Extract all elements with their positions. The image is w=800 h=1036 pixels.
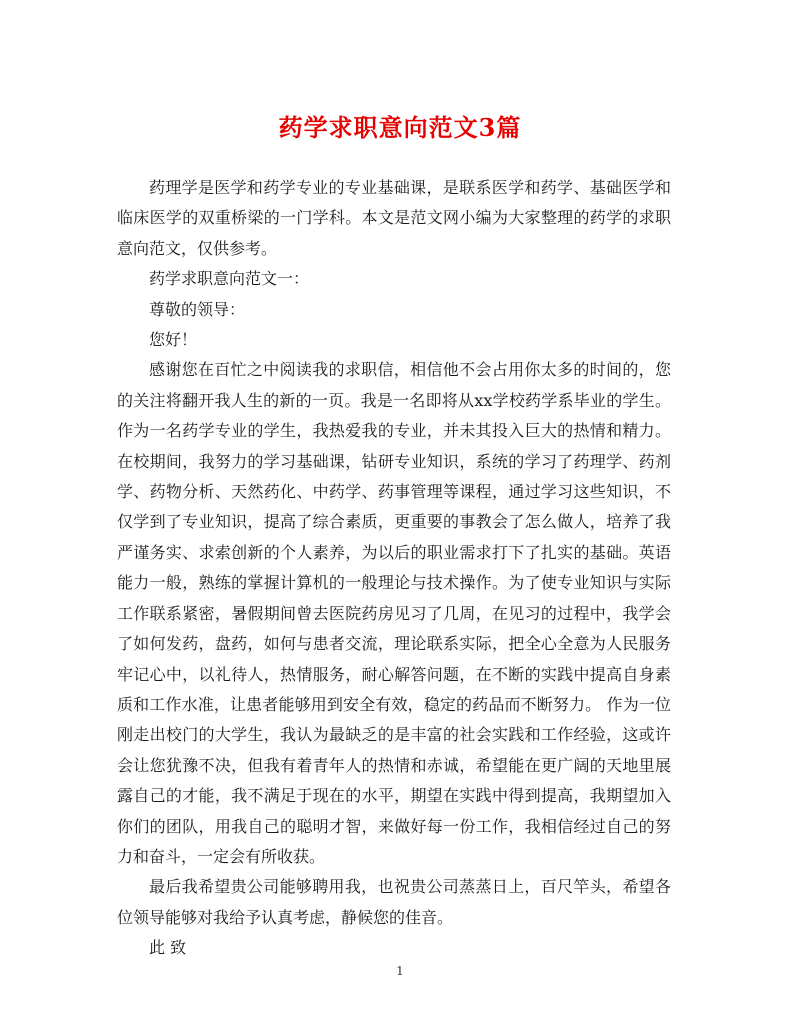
body-paragraph: 感谢您在百忙之中阅读我的求职信，相信他不会占用你太多的时间的，您的关注将翻开我人生的新的一页。我是一名即将从xx学校药学系毕业的学生。作为一名药学专业的学生，我热爱我的专业，并未其投入巨大的热情和精力。 在校期间，我努力的学习基础课，钻研专业知识，系统的学习了药理学、药剂学、药物分析、天然药化、中药学、药事管理等课程，通过学习这些知识，不仅学到了专业知识，提高了综合素质，更重要的事教会了怎么做人，培养了我严谨务实、求索创新的个人素养，为以后的职业需求打下了扎实的基础。英语能力一般，熟练的掌握计算机的一般理论与技术操作。为了使专业知识与实际工作联系紧密，暑假期间曾去医院药房见习了几周，在见习的过程中，我学会了如何发药，盘药，如何与患者交流，理论联系实际，把全心全意为人民服务牢记心中，以礼待人，热情服务，耐心解答问题，在不断的实践中提高自身素质和工作水准，让患者能够用到安全有效，稳定的药品而不断努力。 作为一位刚走出校门的大学生，我认为最缺乏的是丰富的社会实践和工作经验，这或许会让您犹豫不决，但我有着青年人的热情和赤诚，希望能在更广阔的天地里展露自己的才能，我不满足于现在的水平，期望在实践中得到提高，我期望加入你们的团队，用我自己的聪明才智，来做好每一份工作，我相信经过自己的努力和奋斗，一定会有所收获。 [117,360,671,866]
greeting: 您好！ [149,330,198,350]
page-number: 1 [396,964,404,978]
section-heading: 药学求职意向范文一： [149,269,310,289]
closing-paragraph: 最后我希望贵公司能够聘用我，也祝贵公司蒸蒸日上，百尺竿头，希望各位领导能够对我给予认真考虑，静候您的佳音。 [117,877,671,927]
sign-off: 此 致 [149,938,187,958]
document-body [117,173,671,964]
document-title: 药学求职意向范文3篇 [278,113,522,142]
intro-paragraph: 药理学是医学和药学专业的专业基础课，是联系医学和药学、基础医学和临床医学的双重桥梁的一门学科。本文是范文网小编为大家整理的药学的求职意向范文，仅供参考。 [117,178,671,258]
salutation: 尊敬的领导： [149,299,246,319]
